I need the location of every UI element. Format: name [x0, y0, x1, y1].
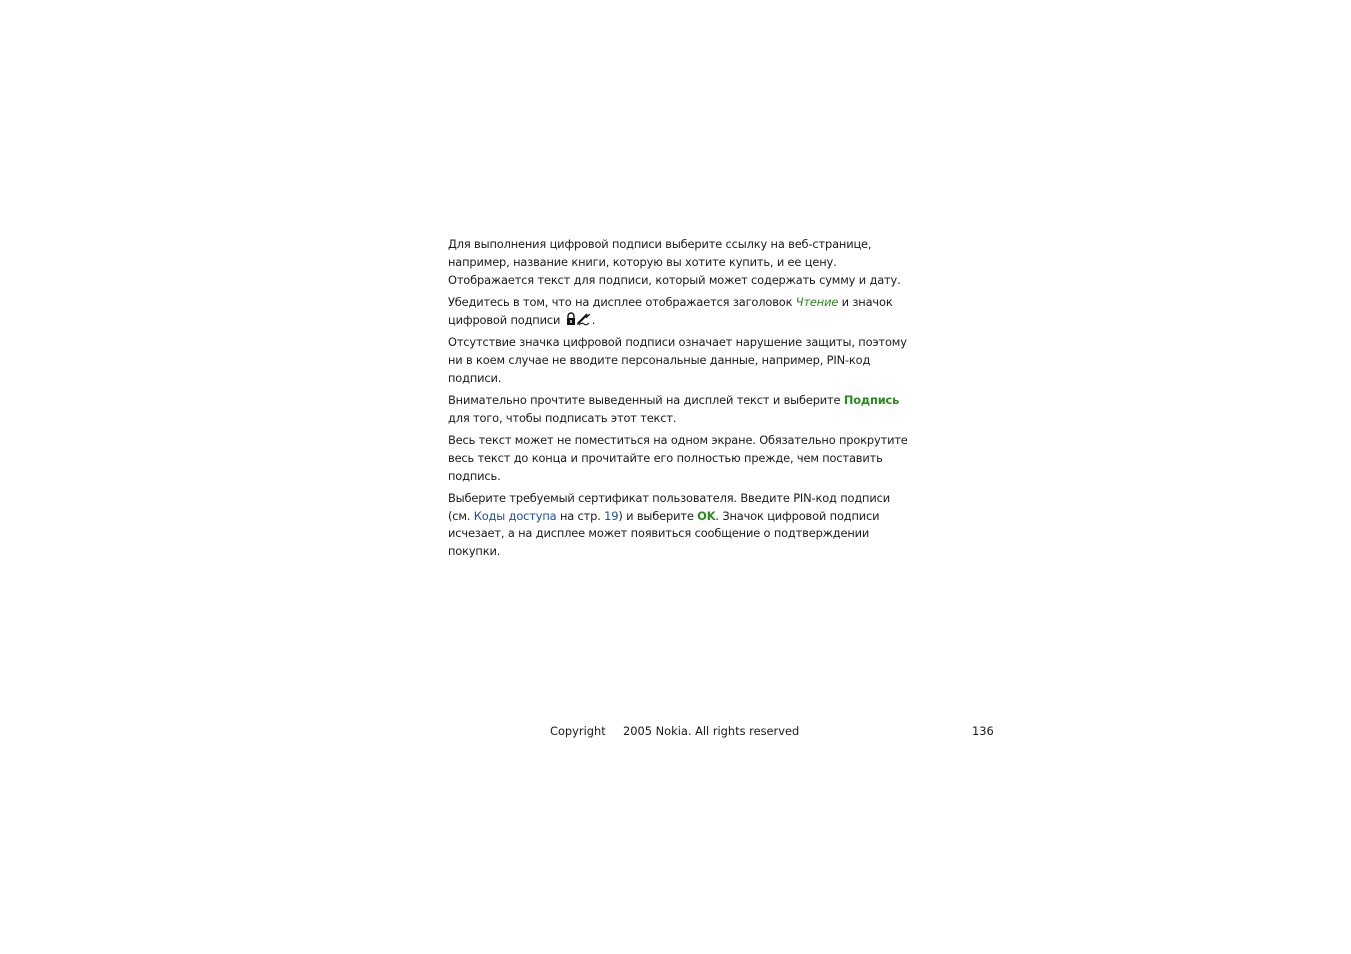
paragraph-text: Отсутствие значка цифровой подписи означает нарушение защиты, поэтому ни в коем случае не вводите персональные данные, например, PIN-код подписи. — [448, 334, 907, 385]
paragraph-text: Выберите требуемый сертификат пользователя. Введите PIN-код подписи (см. — [448, 490, 890, 523]
digital-signature-icon — [566, 312, 592, 326]
term-sign: Подпись — [843, 392, 900, 407]
paragraph-scroll — [448, 432, 908, 485]
paragraph-text: ) и выберите — [618, 508, 698, 523]
paragraph-text: Для выполнения цифровой подписи выберите ссылку на веб-странице, например, название книги, которую вы хотите купить, и ее цену. Отображается текст для подписи, который может содержать сумму и дату. — [448, 237, 901, 287]
paragraph-text: Внимательно прочтите выведенный на дисплей текст и выберите — [448, 392, 844, 407]
term-reading: Чтение — [795, 294, 839, 309]
paragraph-certificate — [448, 490, 908, 561]
paragraph-warning — [448, 334, 908, 387]
paragraph-text: на стр. — [556, 508, 605, 523]
copyright-text: 2005 Nokia. All rights reserved — [623, 724, 800, 738]
paragraph-text: . Значок цифровой подписи исчезает, а на дисплее может появиться сообщение о подтверждении покупки. — [448, 508, 880, 559]
paragraph-text: и значок цифровой подписи — [448, 294, 893, 327]
paragraph-check-header — [448, 294, 908, 330]
paragraph-text: Весь текст может не поместиться на одном экране. Обязательно прокрутите весь текст до конца и прочитайте его полностью прежде, чем поставить подпись. — [448, 432, 908, 483]
page-footer — [0, 722, 1351, 742]
term-ok: OK — [697, 508, 716, 523]
paragraph-text: . — [591, 312, 596, 327]
paragraph-text: Убедитесь в том, что на дисплее отображается заголовок — [448, 294, 796, 309]
access-codes-link[interactable]: Коды доступа — [473, 508, 557, 523]
document-body — [448, 236, 908, 566]
page-reference-link[interactable]: 19 — [604, 508, 619, 523]
copyright-label: Copyright — [550, 724, 606, 738]
paragraph-select-link — [448, 236, 908, 289]
paragraph-text: для того, чтобы подписать этот текст. — [448, 410, 677, 425]
page-number: 136 — [972, 724, 994, 738]
paragraph-read-and-sign — [448, 392, 908, 428]
